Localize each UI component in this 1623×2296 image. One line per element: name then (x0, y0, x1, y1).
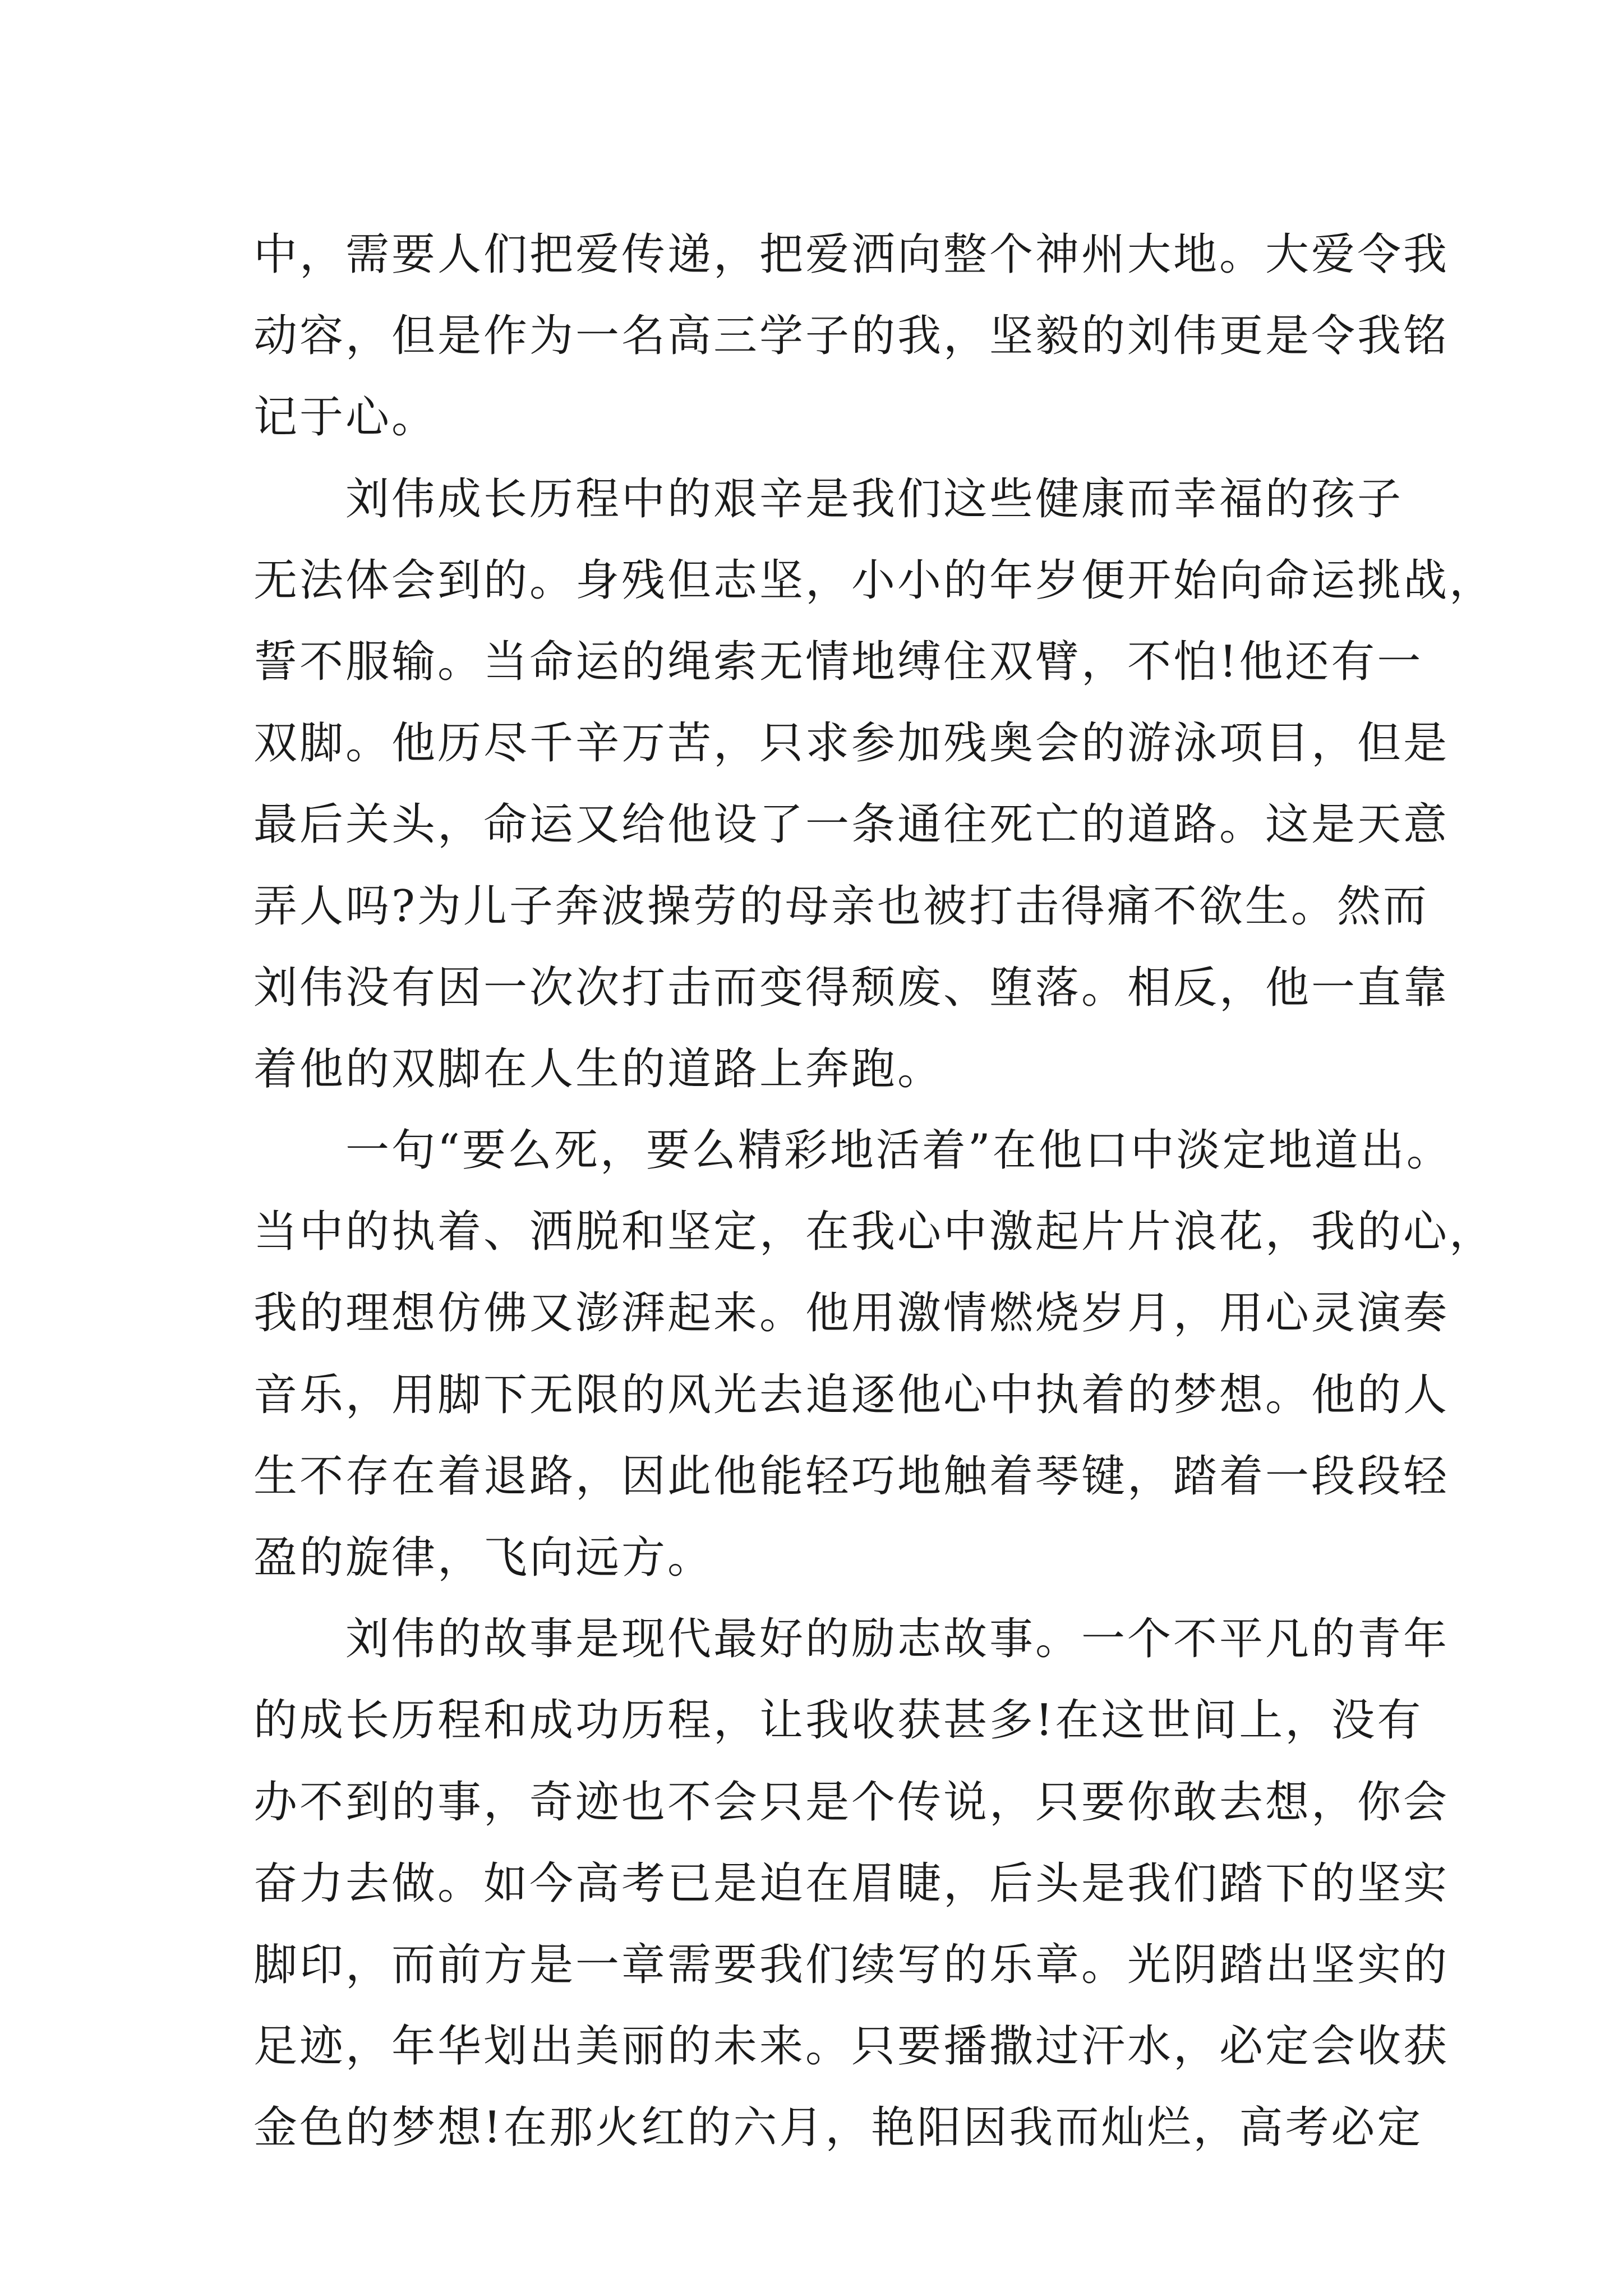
text-line: 着他的双脚在人生的道路上奔跑。 (253, 1043, 944, 1094)
text-line: 刘伟没有因一次次打击而变得颓废、堕落。相反，他一直靠 (253, 962, 1450, 1013)
text-line: 誓不服输。当命运的绳索无情地缚住双臂，不怕!他还有一 (253, 636, 1423, 687)
text-line: 中，需要人们把爱传递，把爱洒向整个神州大地。大爱令我 (253, 229, 1450, 280)
text-line: 办不到的事，奇迹也不会只是个传说，只要你敢去想，你会 (253, 1777, 1450, 1828)
text-line: 当中的执着、洒脱和坚定，在我心中激起片片浪花，我的心， (253, 1207, 1496, 1258)
text-line: 无法体会到的。身残但志坚，小小的年岁便开始向命运挑战， (253, 555, 1496, 606)
text-line: 金色的梦想!在那火红的六月，艳阳因我而灿烂，高考必定 (253, 2102, 1423, 2154)
text-line: 的成长历程和成功历程，让我收获甚多!在这世间上，没有 (253, 1695, 1423, 1746)
text-line: 刘伟成长历程中的艰辛是我们这些健康而幸福的孩子 (345, 473, 1404, 524)
text-line: 奋力去做。如今高考已是迫在眉睫，后头是我们踏下的坚实 (253, 1858, 1450, 1909)
text-line: 一句“要么死，要么精彩地活着”在他口中淡定地道出。 (345, 1125, 1453, 1176)
text-line: 足迹，年华划出美丽的未来。只要播撒过汗水，必定会收获 (253, 2021, 1450, 2072)
text-line: 脚印，而前方是一章需要我们续写的乐章。光阴踏出坚实的 (253, 1939, 1450, 1990)
text-line: 音乐，用脚下无限的风光去追逐他心中执着的梦想。他的人 (253, 1369, 1450, 1420)
text-line: 动容，但是作为一名高三学子的我，坚毅的刘伟更是令我铭 (253, 311, 1450, 362)
text-line: 生不存在着退路，因此他能轻巧地触着琴键，踏着一段段轻 (253, 1451, 1450, 1502)
text-line: 最后关头，命运又给他设了一条通往死亡的道路。这是天意 (253, 799, 1450, 850)
text-line: 盈的旋律，飞向远方。 (253, 1533, 714, 1583)
text-line: 刘伟的故事是现代最好的励志故事。一个不平凡的青年 (345, 1614, 1450, 1665)
text-line: 我的理想仿佛又澎湃起来。他用激情燃烧岁月，用心灵演奏 (253, 1288, 1450, 1339)
text-line: 弄人吗?为儿子奔波操劳的母亲也被打击得痛不欲生。然而 (253, 881, 1429, 932)
text-line: 双脚。他历尽千辛万苦，只求参加残奥会的游泳项目，但是 (253, 718, 1450, 769)
text-line: 记于心。 (253, 392, 438, 443)
body-text (253, 214, 1496, 2169)
